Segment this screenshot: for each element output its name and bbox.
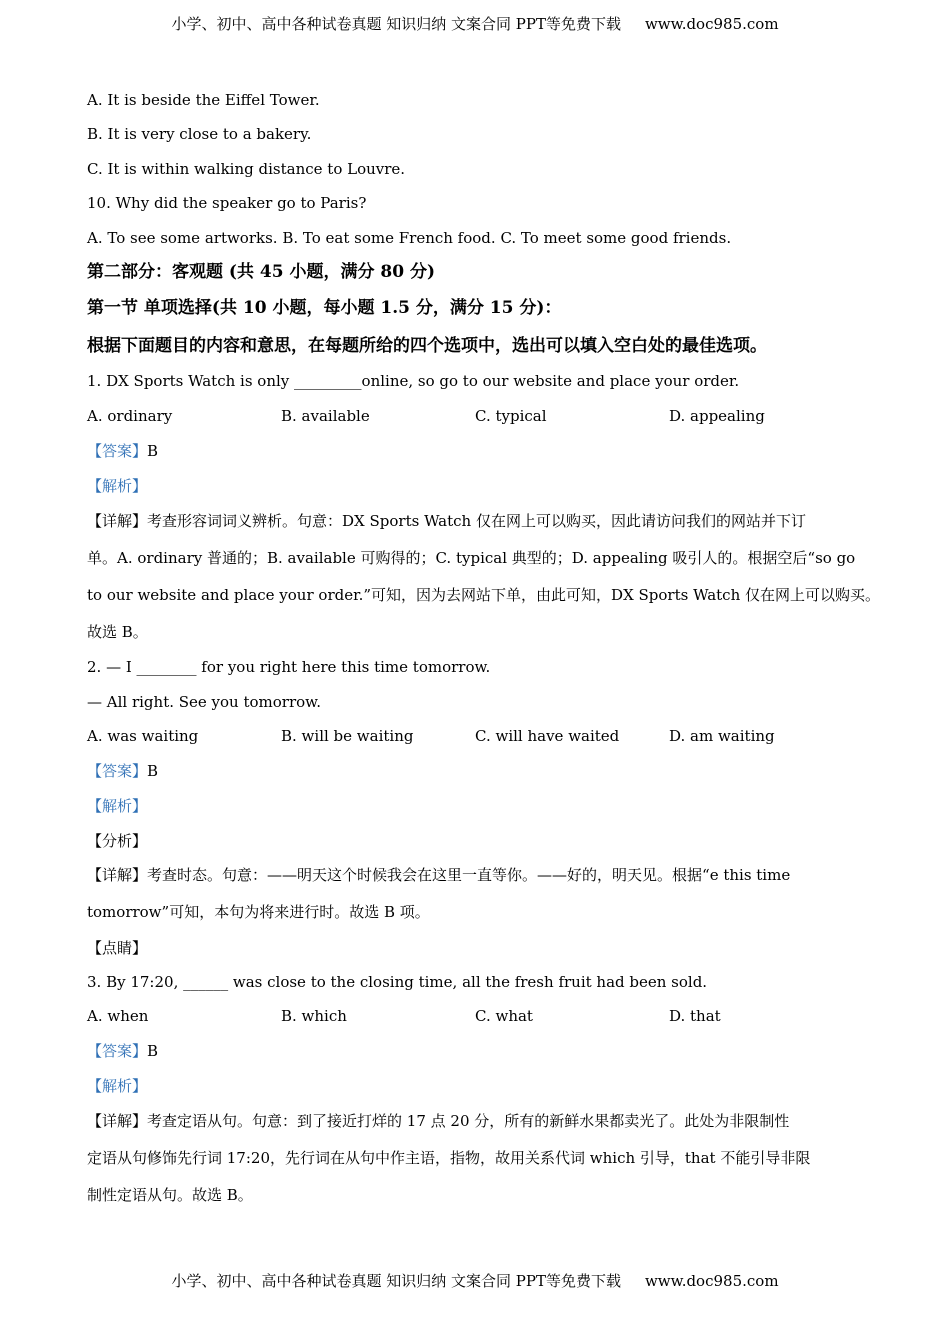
- q2-option-d: D. am waiting: [669, 727, 775, 745]
- question-10-options: A. To see some artworks. B. To eat some French food. C. To meet some good friends.: [87, 229, 732, 247]
- question-1-stem: 1. DX Sports Watch is only _________online, so go to our website and place your order.: [87, 372, 740, 390]
- detail-text: 考查时态。句意：——明天这个时候我会在这里一直等你。——好的，明天见。根据“e this time: [147, 866, 791, 884]
- q2-option-c: C. will have waited: [475, 727, 620, 745]
- detail-label: 【详解】: [87, 1112, 148, 1130]
- q2-answer: [87, 761, 158, 781]
- part-two-heading: 第二部分：客观题 (共 45 小题，满分 80 分): [87, 262, 435, 282]
- q1-analysis-label: 【解析】: [87, 477, 148, 495]
- footer-text: 小学、初中、高中各种试卷真题 知识归纳 文案合同 PPT等免费下载: [171, 1272, 621, 1290]
- page-footer: [0, 1270, 950, 1291]
- section-one-heading: 第一节 单项选择(共 10 小题，每小题 1.5 分，满分 15 分)：: [87, 298, 562, 318]
- q2-analysis-label: 【解析】: [87, 797, 148, 815]
- q2-detail-line-2: tomorrow”可知，本句为将来进行时。故选 B 项。: [87, 903, 430, 921]
- q2-dianjing-label: 【点睛】: [87, 939, 148, 957]
- q1-option-a: A. ordinary: [87, 407, 173, 425]
- answer-label: 【答案】: [87, 442, 148, 460]
- q1-option-c: C. typical: [475, 407, 547, 425]
- q3-detail-line-1: [87, 1111, 789, 1131]
- footer-url[interactable]: www.doc985.com: [644, 1272, 779, 1290]
- page-header: [0, 13, 950, 34]
- q1-detail-line-3: to our website and place your order.”可知，因为去网站下单，由此可知，DX Sports Watch 仅在网上可以购买。: [87, 586, 881, 604]
- detail-label: 【详解】: [87, 512, 148, 530]
- q2-detail-line-1: [87, 865, 790, 885]
- q3-answer: [87, 1041, 158, 1061]
- q3-option-a: A. when: [87, 1007, 149, 1025]
- q1-option-d: D. appealing: [669, 407, 765, 425]
- answer-value: B: [147, 1042, 159, 1060]
- question-2-reply: — All right. See you tomorrow.: [87, 693, 322, 711]
- q1-detail-line-1: [87, 511, 806, 531]
- q2-option-b: B. will be waiting: [281, 727, 414, 745]
- q3-option-b: B. which: [281, 1007, 347, 1025]
- q2-option-a: A. was waiting: [87, 727, 199, 745]
- question-2-stem: 2. — I ________ for you right here this time tomorrow.: [87, 658, 491, 676]
- header-url[interactable]: www.doc985.com: [644, 15, 779, 33]
- q3-detail-line-2: 定语从句修饰先行词 17:20，先行词在从句中作主语，指物，故用关系代词 which 引导，that 不能引导非限: [87, 1149, 811, 1167]
- header-text: 小学、初中、高中各种试卷真题 知识归纳 文案合同 PPT等免费下载: [171, 15, 621, 33]
- detail-text: 考查定语从句。句意：到了接近打烊的 17 点 20 分，所有的新鲜水果都卖光了。此处为非限制性: [147, 1112, 790, 1130]
- answer-label: 【答案】: [87, 762, 148, 780]
- answer-value: B: [147, 442, 159, 460]
- q1-detail-line-4: 故选 B。: [87, 623, 148, 641]
- answer-value: B: [147, 762, 159, 780]
- answer-label: 【答案】: [87, 1042, 148, 1060]
- q3-option-c: C. what: [475, 1007, 533, 1025]
- question-10-stem: 10. Why did the speaker go to Paris?: [87, 194, 367, 212]
- prev-option-b: B. It is very close to a bakery.: [87, 125, 312, 143]
- q3-analysis-label: 【解析】: [87, 1077, 148, 1095]
- q1-answer: [87, 441, 158, 461]
- q2-fenxi-label: 【分析】: [87, 832, 148, 850]
- question-3-stem: 3. By 17:20, ______ was close to the closing time, all the fresh fruit had been sold.: [87, 973, 708, 991]
- q1-option-b: B. available: [281, 407, 370, 425]
- q3-option-d: D. that: [669, 1007, 721, 1025]
- q3-detail-line-3: 制性定语从句。故选 B。: [87, 1186, 253, 1204]
- prev-option-c: C. It is within walking distance to Louvre.: [87, 160, 406, 178]
- prev-option-a: A. It is beside the Eiffel Tower.: [87, 91, 320, 109]
- q1-detail-line-2: 单。A. ordinary 普通的；B. available 可购得的；C. typical 典型的；D. appealing 吸引人的。根据空后“so go: [87, 549, 856, 567]
- section-instructions: 根据下面题目的内容和意思，在每题所给的四个选项中，选出可以填入空白处的最佳选项。: [87, 336, 767, 356]
- detail-label: 【详解】: [87, 866, 148, 884]
- detail-text: 考查形容词词义辨析。句意：DX Sports Watch 仅在网上可以购买，因此请访问我们的网站并下订: [147, 512, 806, 530]
